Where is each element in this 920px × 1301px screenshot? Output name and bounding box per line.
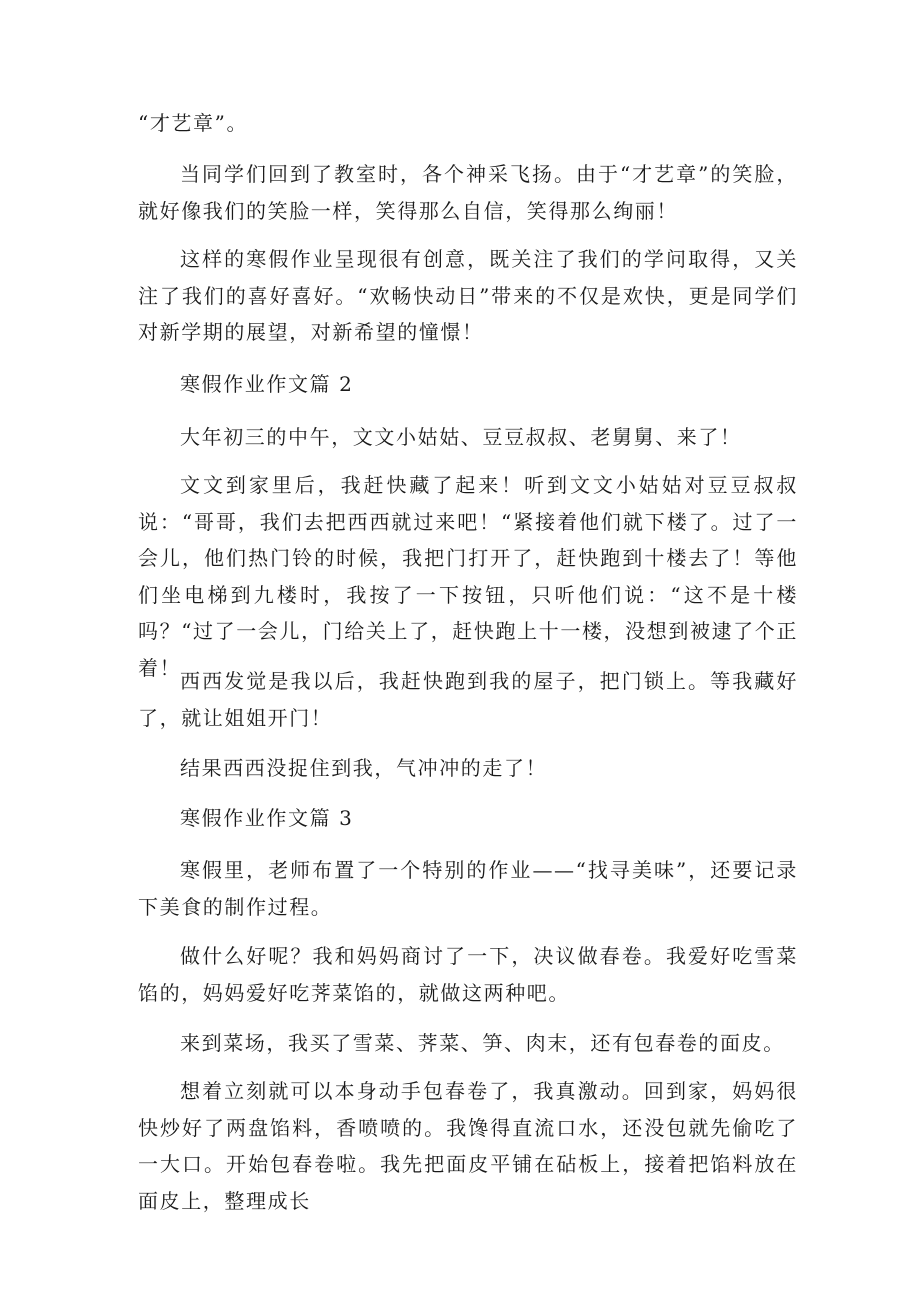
paragraph-continuation: “才艺章”。: [138, 111, 249, 135]
paragraph: 做什么好呢？我和妈妈商讨了一下，决议做春卷。我爱好吃雪菜馅的，妈妈爱好吃荠菜馅的，就做这两种吧。: [138, 944, 798, 1005]
paragraph: 这样的寒假作业呈现很有创意，既关注了我们的学问取得，又关注了我们的喜好喜好。“欢畅快动日”带来的不仅是欢快，更是同学们对新学期的展望，对新希望的憧憬！: [138, 247, 798, 344]
paragraph: 想着立刻就可以本身动手包春卷了，我真激动。回到家，妈妈很快炒好了两盘馅料，香喷喷的。我馋得直流口水，还没包就先偷吃了一大口。开始包春卷啦。我先把面皮平铺在砧板上，接着把馅料放在面皮上，整理成长: [138, 1079, 798, 1213]
section-heading: 寒假作业作文篇 3: [180, 806, 354, 830]
paragraph: 当同学们回到了教室时，各个神采飞扬。由于“才艺章”的笑脸，就好像我们的笑脸一样，笑得那么自信，笑得那么绚丽！: [138, 162, 798, 223]
paragraph: 文文到家里后，我赶快藏了起来！听到文文小姑姑对豆豆叔叔说：“哥哥，我们去把西西就过来吧！“紧接着他们就下楼了。过了一会儿，他们热门铃的时候，我把门打开了，赶快跑到十楼去了！等他们坐电梯到九楼时，我按了一下按钮，只听他们说：“这不是十楼吗？“过了一会儿，门给关上了，赶快跑上十一楼，没想到被逮了个正着！: [138, 473, 798, 680]
section-heading: 寒假作业作文篇 2: [180, 372, 354, 396]
paragraph: 来到菜场，我买了雪菜、荠菜、笋、肉末，还有包春卷的面皮。: [180, 1031, 785, 1055]
paragraph: 西西发觉是我以后，我赶快跑到我的屋子，把门锁上。等我藏好了，就让姐姐开门！: [138, 669, 798, 730]
paragraph: 大年初三的中午，文文小姑姑、豆豆叔叔、老舅舅、来了！: [180, 425, 742, 449]
paragraph: 结果西西没捉住到我，气冲冲的走了！: [180, 756, 548, 780]
paragraph: 寒假里，老师布置了一个特别的作业——“找寻美味”，还要记录下美食的制作过程。: [138, 858, 798, 919]
